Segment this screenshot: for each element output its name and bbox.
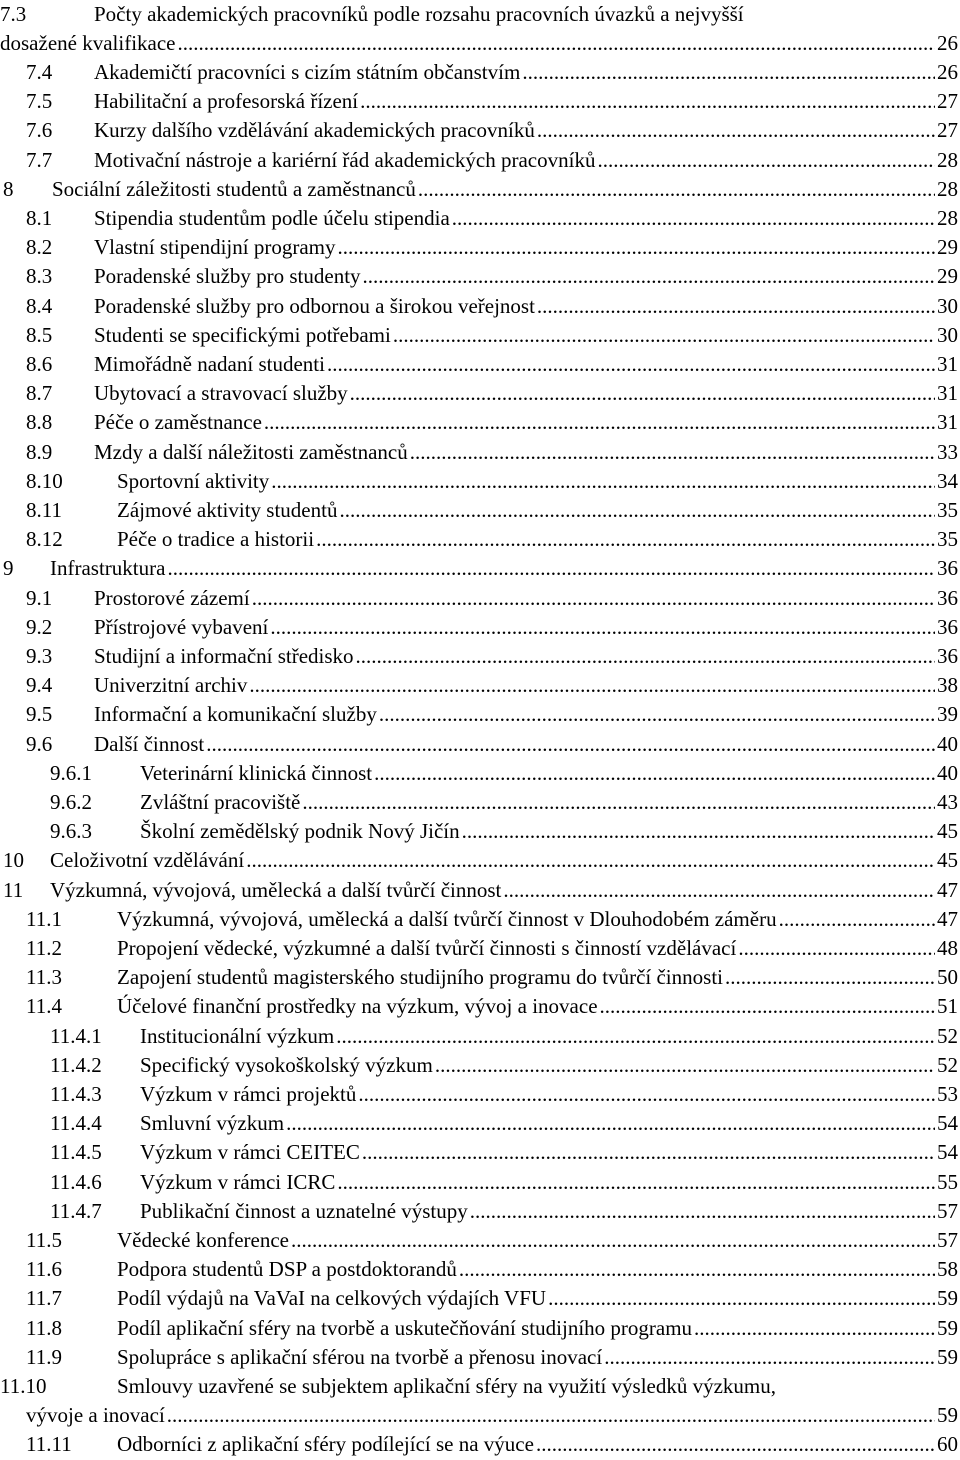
toc-entry-number: 9.6.3 — [50, 819, 92, 844]
toc-entry-number: 8.3 — [26, 264, 53, 289]
toc-entry-8-4[interactable] — [0, 292, 958, 321]
toc-entry-number: 9.3 — [26, 644, 53, 668]
toc-entry-title: Výzkumná, vývojová, umělecká a další tvůrčí činnost v Dlouhodobém záměru — [117, 906, 777, 931]
toc-entry-number: 11.6 — [26, 1257, 62, 1282]
toc-entry-number: 11.4.6 — [50, 1169, 102, 1194]
toc-entry-number: 11.8 — [26, 1315, 62, 1340]
toc-entry-9-6-2[interactable] — [0, 788, 958, 817]
toc-page-number: 28 — [937, 176, 958, 201]
toc-entry-number: 11.4.5 — [50, 1140, 102, 1165]
toc-entry-number: 11.10 — [0, 1374, 47, 1398]
toc-page-number: 31 — [937, 410, 958, 435]
toc-page-number: 45 — [937, 848, 958, 873]
dot-leader — [336, 1022, 935, 1051]
toc-entry-8[interactable] — [0, 175, 958, 204]
dot-leader — [167, 554, 935, 583]
toc-page-number: 60 — [937, 1432, 958, 1456]
dot-leader — [462, 817, 935, 846]
toc-entry-7-7[interactable] — [0, 146, 958, 175]
toc-page-number: 26 — [937, 60, 958, 84]
toc-entry-title: Účelové finanční prostředky na výzkum, vývoj a inovace — [117, 994, 598, 1019]
toc-entry-title: Sociální záležitosti studentů a zaměstnanců — [52, 176, 416, 201]
toc-page-number: 35 — [937, 527, 958, 552]
toc-entry-number: 8.4 — [26, 293, 53, 318]
toc-entry-title: Institucionální výzkum — [140, 1023, 335, 1048]
toc-page-number: 51 — [937, 994, 958, 1019]
toc-entry-8-10[interactable] — [0, 467, 958, 496]
toc-entry-title: Výzkum v rámci CEITEC — [140, 1140, 360, 1165]
toc-page-number: 47 — [937, 877, 958, 902]
toc-entry-number: 10 — [3, 848, 24, 873]
toc-entry-8-12[interactable] — [0, 525, 958, 554]
toc-entry-11-7[interactable] — [0, 1284, 958, 1313]
toc-entry-number: 11.11 — [26, 1432, 72, 1456]
toc-page-number: 59 — [937, 1315, 958, 1340]
dot-leader — [270, 613, 935, 642]
toc-entry-number: 11.4.1 — [50, 1023, 102, 1048]
toc-entry-title: Podíl výdajů na VaVaI na celkových výdajích VFU — [117, 1286, 547, 1311]
toc-entry-title: Péče o tradice a historii — [117, 527, 315, 552]
toc-entry-7-4[interactable] — [0, 58, 958, 87]
toc-entry-title: Vědecké konference — [117, 1228, 289, 1252]
toc-page-number: 36 — [937, 556, 958, 581]
toc-entry-11-9[interactable] — [0, 1343, 958, 1372]
toc-page-number: 54 — [937, 1140, 958, 1165]
dot-leader — [393, 321, 935, 350]
toc-entry-title-continued: dosažené kvalifikace — [0, 31, 176, 55]
toc-entry-11-10-line1[interactable] — [0, 1372, 958, 1401]
toc-entry-title: Infrastruktura — [50, 556, 166, 581]
toc-entry-title: Zapojení studentů magisterského studijního programu do tvůrčí činnosti — [117, 965, 723, 990]
toc-entry-7-5[interactable] — [0, 87, 958, 116]
toc-entry-title: Péče o zaměstnance — [94, 410, 262, 435]
toc-entry-11-3[interactable] — [0, 963, 958, 992]
toc-entry-title: Motivační nástroje a kariérní řád akademických pracovníků — [94, 147, 596, 172]
toc-entry-number: 11.4 — [26, 994, 62, 1019]
toc-entry-title: Poradenské služby pro studenty — [94, 264, 361, 289]
toc-entry-number: 11.1 — [26, 906, 62, 931]
toc-entry-number: 11.3 — [26, 965, 62, 990]
toc-entry-11-4-5[interactable] — [0, 1138, 958, 1167]
toc-entry-number: 8.8 — [26, 410, 53, 435]
toc-entry-title: Ubytovací a stravovací služby — [94, 381, 348, 406]
dot-leader — [548, 1284, 935, 1313]
dot-leader — [337, 233, 935, 262]
toc-entry-8-1[interactable] — [0, 204, 958, 233]
dot-leader — [379, 700, 935, 729]
toc-page-number: 34 — [937, 468, 958, 493]
toc-page-number: 31 — [937, 352, 958, 376]
toc-entry-title: Habilitační a profesorská řízení — [94, 89, 359, 114]
dot-leader — [246, 846, 935, 875]
toc-entry-9[interactable] — [0, 554, 958, 583]
toc-entry-number: 8.1 — [26, 206, 53, 230]
dot-leader — [725, 963, 935, 992]
dot-leader — [350, 379, 935, 408]
toc-entry-9-6-3[interactable] — [0, 817, 958, 846]
dot-leader — [452, 204, 935, 233]
toc-entry-11-4-6[interactable] — [0, 1168, 958, 1197]
dot-leader — [360, 87, 935, 116]
dot-leader — [316, 525, 935, 554]
dot-leader — [337, 1168, 935, 1197]
toc-entry-number: 8.12 — [26, 527, 63, 552]
toc-page-number: 36 — [937, 585, 958, 610]
dot-leader — [597, 146, 935, 175]
toc-entry-9-1[interactable] — [0, 584, 958, 613]
dot-leader — [327, 350, 935, 379]
dot-leader — [286, 1109, 935, 1138]
toc-page-number: 52 — [937, 1052, 958, 1077]
toc-page-number: 58 — [937, 1257, 958, 1282]
toc-entry-title: Univerzitní archiv — [94, 673, 248, 698]
toc-entry-8-11[interactable] — [0, 496, 958, 525]
toc-entry-number: 7.6 — [26, 118, 53, 143]
toc-entry-number: 11 — [3, 877, 24, 902]
toc-page-number: 33 — [937, 439, 958, 464]
dot-leader — [178, 29, 936, 58]
dot-leader — [537, 116, 935, 145]
toc-entry-11-4-1[interactable] — [0, 1022, 958, 1051]
toc-page-number: 30 — [937, 322, 958, 347]
dot-leader — [522, 58, 935, 87]
toc-page-number: 48 — [937, 936, 958, 960]
toc-entry-title: Informační a komunikační služby — [94, 702, 377, 727]
toc-entry-title: Vlastní stipendijní programy — [94, 235, 336, 260]
toc-entry-11-4-4[interactable] — [0, 1109, 958, 1138]
toc-entry-title: Studenti se specifickými potřebami — [94, 322, 391, 347]
toc-entry-title: Sportovní aktivity — [117, 468, 270, 493]
toc-entry-title: Mimořádně nadaní studenti — [94, 352, 325, 376]
dot-leader — [339, 496, 935, 525]
toc-page-number: 50 — [937, 965, 958, 990]
toc-page-number: 59 — [937, 1286, 958, 1311]
toc-entry-title: Veterinární klinická činnost — [140, 760, 373, 785]
toc-entry-number: 11.2 — [26, 936, 62, 960]
toc-page-number: 55 — [937, 1169, 958, 1194]
toc-entry-7-3-line2[interactable] — [0, 29, 958, 58]
toc-entry-11-11[interactable] — [0, 1430, 958, 1459]
toc-entry-11-5[interactable] — [0, 1226, 958, 1255]
toc-entry-11-8[interactable] — [0, 1314, 958, 1343]
toc-entry-number: 11.4.4 — [50, 1111, 102, 1136]
toc-entry-title: Zvláštní pracoviště — [140, 790, 301, 814]
toc-entry-11-1[interactable] — [0, 905, 958, 934]
toc-page-number: 52 — [937, 1023, 958, 1048]
toc-entry-title: Celoživotní vzdělávání — [50, 848, 245, 873]
toc-entry-9-3[interactable] — [0, 642, 958, 671]
toc-entry-title: Výzkumná, vývojová, umělecká a další tvůrčí činnost — [50, 877, 502, 902]
dot-leader — [271, 467, 935, 496]
toc-entry-number: 11.9 — [26, 1344, 62, 1369]
toc-entry-8-6[interactable] — [0, 350, 958, 379]
toc-entry-title: Smluvní výzkum — [140, 1111, 285, 1136]
toc-entry-number: 9.6.1 — [50, 760, 92, 785]
toc-entry-title: Přístrojové vybavení — [94, 614, 269, 639]
toc-entry-9-6[interactable] — [0, 730, 958, 759]
toc-page-number: 29 — [937, 235, 958, 260]
toc-entry-number: 8.6 — [26, 352, 53, 376]
toc-page-number: 29 — [937, 264, 958, 289]
toc-entry-title: Výzkum v rámci ICRC — [140, 1169, 336, 1194]
toc-entry-number: 7.7 — [26, 147, 53, 172]
toc-entry-8-8[interactable] — [0, 408, 958, 437]
toc-entry-title: Výzkum v rámci projektů — [140, 1082, 357, 1106]
dot-leader — [358, 1080, 935, 1109]
toc-page-number: 28 — [937, 147, 958, 172]
toc-page-number: 57 — [937, 1228, 958, 1252]
toc-page-number: 40 — [937, 760, 958, 785]
toc-entry-11-6[interactable] — [0, 1255, 958, 1284]
toc-entry-number: 11.5 — [26, 1228, 62, 1252]
toc-page-number: 35 — [937, 498, 958, 522]
toc-entry-title: Zájmové aktivity studentů — [117, 498, 338, 522]
toc-page-number: 36 — [937, 644, 958, 668]
dot-leader — [694, 1314, 935, 1343]
toc-entry-number: 11.4.7 — [50, 1198, 102, 1223]
dot-leader — [779, 905, 935, 934]
toc-entry-title: Akademičtí pracovníci s cizím státním občanstvím — [94, 60, 521, 84]
dot-leader — [249, 671, 935, 700]
toc-entry-title: Poradenské služby pro odbornou a širokou veřejnost — [94, 293, 535, 318]
toc-entry-title: Kurzy dalšího vzdělávání akademických pracovníků — [94, 118, 535, 143]
toc-entry-title: Publikační činnost a uznatelné výstupy — [140, 1198, 468, 1223]
toc-entry-10[interactable] — [0, 846, 958, 875]
toc-entry-number: 9.5 — [26, 702, 53, 727]
dot-leader — [738, 934, 935, 963]
toc-entry-title: Mzdy a další náležitosti zaměstnanců — [94, 439, 408, 464]
dot-leader — [600, 992, 935, 1021]
toc-entry-11-4-7[interactable] — [0, 1197, 958, 1226]
dot-leader — [418, 175, 935, 204]
toc-entry-title: Podpora studentů DSP a postdoktorandů — [117, 1257, 457, 1282]
toc-entry-number: 9.2 — [26, 614, 53, 639]
toc-entry-number: 9.6 — [26, 731, 53, 756]
toc-entry-number: 9.1 — [26, 585, 53, 610]
dot-leader — [537, 292, 935, 321]
toc-entry-8-2[interactable] — [0, 233, 958, 262]
dot-leader — [264, 408, 935, 437]
toc-page-number: 54 — [937, 1111, 958, 1136]
toc-entry-number: 8.5 — [26, 322, 53, 347]
toc-entry-11-4-2[interactable] — [0, 1051, 958, 1080]
toc-entry-9-4[interactable] — [0, 671, 958, 700]
toc-entry-number: 7.3 — [0, 2, 27, 26]
toc-entry-11-10-line2[interactable] — [0, 1401, 958, 1430]
toc-entry-title: Studijní a informační středisko — [94, 644, 354, 668]
toc-entry-title: Podíl aplikační sféry na tvorbě a uskutečňování studijního programu — [117, 1315, 693, 1340]
toc-entry-number: 11.7 — [26, 1286, 62, 1311]
toc-page-number: 27 — [937, 118, 958, 143]
toc-entry-number: 8.9 — [26, 439, 53, 464]
toc-entry-9-2[interactable] — [0, 613, 958, 642]
toc-entry-title: Stipendia studentům podle účelu stipendia — [94, 206, 450, 230]
toc-entry-number: 8.11 — [26, 498, 62, 522]
dot-leader — [503, 876, 935, 905]
toc-entry-title: Prostorové zázemí — [94, 585, 250, 610]
toc-entry-8-3[interactable] — [0, 262, 958, 291]
toc-entry-title: Specifický vysokoškolský výzkum — [140, 1052, 433, 1077]
toc-entry-11[interactable] — [0, 876, 958, 905]
toc-entry-8-9[interactable] — [0, 438, 958, 467]
toc-entry-number: 7.4 — [26, 60, 53, 84]
dot-leader — [362, 1138, 935, 1167]
toc-entry-7-3-line1[interactable] — [0, 0, 958, 29]
toc-entry-11-4-3[interactable] — [0, 1080, 958, 1109]
toc-entry-number: 8.2 — [26, 235, 53, 260]
toc-entry-11-2[interactable] — [0, 934, 958, 963]
toc-entry-9-6-1[interactable] — [0, 759, 958, 788]
toc-page-number: 26 — [937, 31, 958, 55]
toc-entry-number: 8.10 — [26, 468, 63, 493]
toc-page-number: 38 — [937, 673, 958, 698]
toc-page-number: 27 — [937, 89, 958, 114]
toc-entry-title: Spolupráce s aplikační sférou na tvorbě a přenosu inovací — [117, 1344, 603, 1369]
toc-page-number: 45 — [937, 819, 958, 844]
dot-leader — [459, 1255, 935, 1284]
dot-leader — [470, 1197, 935, 1226]
dot-leader — [374, 759, 935, 788]
toc-page-number: 59 — [937, 1403, 958, 1427]
toc-entry-title: Propojení vědecké, výzkumné a další tvůrčí činnosti s činností vzdělávací — [117, 936, 737, 960]
toc-entry-number: 11.4.2 — [50, 1052, 102, 1077]
dot-leader — [536, 1430, 935, 1459]
toc-page-number: 43 — [937, 790, 958, 814]
toc-page-number: 31 — [937, 381, 958, 406]
dot-leader — [302, 788, 935, 817]
dot-leader — [167, 1401, 935, 1430]
toc-entry-number: 11.4.3 — [50, 1082, 102, 1106]
dot-leader — [252, 584, 935, 613]
toc-entry-title: Školní zemědělský podnik Nový Jičín — [140, 819, 460, 844]
toc-entry-number: 9.6.2 — [50, 790, 92, 814]
dot-leader — [356, 642, 935, 671]
dot-leader — [604, 1343, 935, 1372]
toc-entry-number: 8.7 — [26, 381, 53, 406]
toc-entry-number: 7.5 — [26, 89, 53, 114]
toc-entry-title: Smlouvy uzavřené se subjektem aplikační sféry na využití výsledků výzkumu, — [117, 1374, 777, 1398]
toc-entry-8-5[interactable] — [0, 321, 958, 350]
toc-entry-title: Další činnost — [94, 731, 205, 756]
dot-leader — [206, 730, 935, 759]
toc-page-number: 53 — [937, 1082, 958, 1106]
toc-entry-8-7[interactable] — [0, 379, 958, 408]
toc-entry-11-4[interactable] — [0, 992, 958, 1021]
toc-entry-title-continued: vývoje a inovací — [26, 1403, 165, 1427]
toc-entry-number: 8 — [3, 176, 14, 201]
toc-page-number: 57 — [937, 1198, 958, 1223]
toc-entry-7-6[interactable] — [0, 116, 958, 145]
toc-entry-title: Počty akademických pracovníků podle rozsahu pracovních úvazků a nejvyšší — [94, 2, 744, 26]
dot-leader — [291, 1226, 935, 1255]
toc-page-number: 36 — [937, 614, 958, 639]
toc-entry-9-5[interactable] — [0, 700, 958, 729]
toc-entry-number: 9 — [3, 556, 14, 581]
dot-leader — [363, 262, 935, 291]
toc-page-number: 30 — [937, 293, 958, 318]
toc-page-number: 59 — [937, 1344, 958, 1369]
toc-page-number: 40 — [937, 731, 958, 756]
dot-leader — [435, 1051, 935, 1080]
dot-leader — [410, 438, 935, 467]
toc-page-number: 28 — [937, 206, 958, 230]
toc-page-number: 47 — [937, 906, 958, 931]
toc-entry-number: 9.4 — [26, 673, 53, 698]
toc-page-number: 39 — [937, 702, 958, 727]
toc-entry-title: Odborníci z aplikační sféry podílející se na výuce — [117, 1432, 534, 1456]
